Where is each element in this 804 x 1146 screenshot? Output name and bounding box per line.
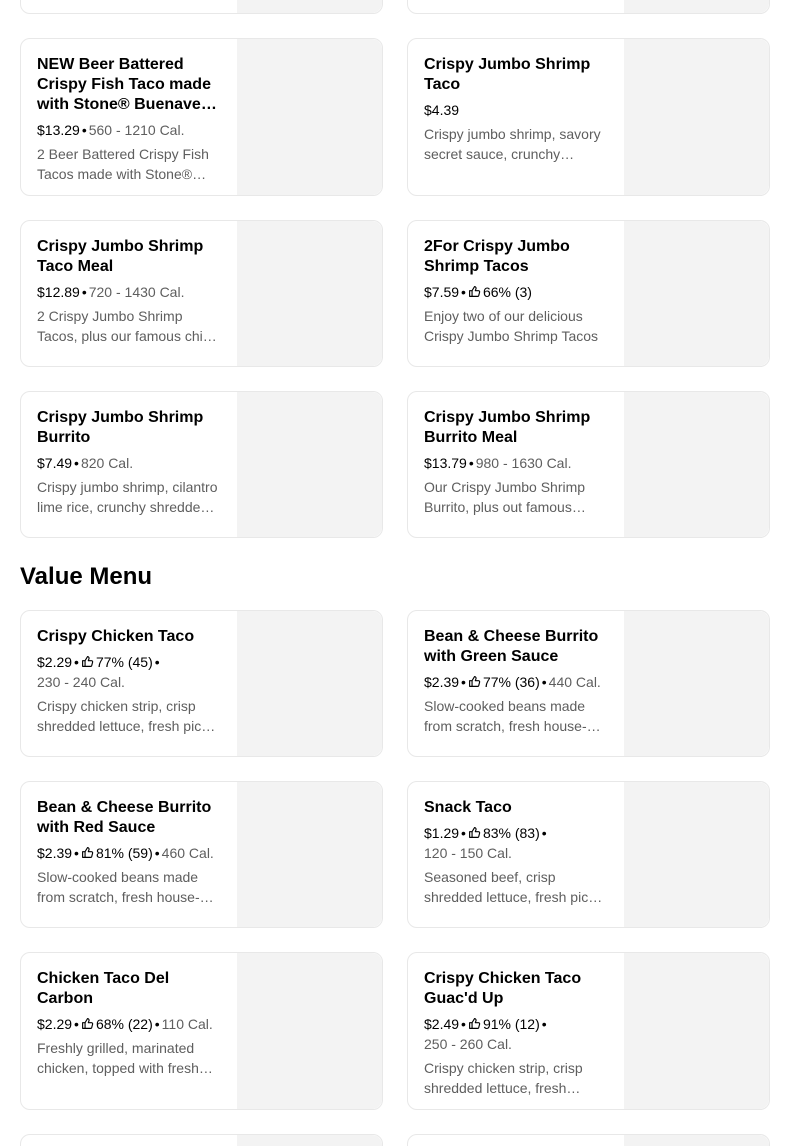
menu-item-description: Freshly grilled, marinated chicken, topped with fresh bbox=[37, 1040, 199, 1076]
menu-item-description: 2 Crispy Jumbo Shrimp Tacos, plus our famous chips bbox=[37, 308, 218, 344]
menu-item-rating: 66% (3) bbox=[482, 284, 532, 300]
menu-item-price: $4.39 bbox=[424, 102, 460, 118]
menu-item-meta bbox=[37, 282, 221, 302]
separator-dot: • bbox=[461, 674, 466, 690]
menu-item-calories: 720 - 1430 Cal. bbox=[88, 284, 185, 300]
menu-item-rating: 77% (45) bbox=[95, 654, 153, 670]
menu-item-title: Crispy Jumbo Shrimp Taco Meal bbox=[37, 238, 204, 275]
thumbs-up-icon bbox=[81, 1017, 94, 1030]
menu-item-title: Snack Taco bbox=[424, 799, 512, 816]
menu-item-calories: 460 Cal. bbox=[161, 845, 214, 861]
section-title-value-menu: Value Menu bbox=[20, 563, 153, 590]
menu-item-price: $2.39 bbox=[37, 845, 73, 861]
menu-item-card-partial-top-left[interactable] bbox=[20, 0, 383, 14]
menu-item-image bbox=[237, 953, 382, 1109]
menu-item-meta bbox=[424, 453, 608, 473]
menu-item-card[interactable] bbox=[20, 781, 383, 928]
menu-item-meta bbox=[37, 652, 221, 692]
menu-item-title: Bean & Cheese Burrito with Green Sauce bbox=[424, 628, 599, 665]
menu-item-title: Crispy Jumbo Shrimp Burrito Meal bbox=[424, 409, 591, 446]
separator-dot: • bbox=[468, 455, 474, 471]
menu-item-title: Bean & Cheese Burrito with Red Sauce bbox=[37, 799, 212, 836]
menu-item-image bbox=[237, 611, 382, 756]
menu-item-price: $12.89 bbox=[37, 284, 80, 300]
menu-item-image bbox=[624, 392, 769, 537]
menu-item-price: $2.29 bbox=[37, 654, 73, 670]
menu-item-calories: 230 - 240 Cal. bbox=[37, 674, 125, 690]
separator-dot: • bbox=[74, 845, 79, 861]
menu-item-image bbox=[624, 0, 769, 13]
menu-item-card[interactable] bbox=[407, 220, 770, 367]
thumbs-up-icon bbox=[468, 826, 481, 839]
menu-item-image bbox=[237, 0, 382, 13]
menu-item-price: $7.49 bbox=[37, 455, 73, 471]
menu-item-calories: 980 - 1630 Cal. bbox=[475, 455, 572, 471]
menu-item-title: Chicken Taco Del Carbon bbox=[37, 970, 170, 1007]
menu-item-description: Slow-cooked beans made from scratch, fresh house- bbox=[37, 869, 200, 905]
menu-item-meta bbox=[37, 453, 221, 473]
menu-item-title: NEW Beer Battered Crispy Fish Taco made with Stone® Buenaveza bbox=[37, 56, 218, 113]
separator-dot: • bbox=[81, 122, 87, 138]
menu-item-card-partial-bottom-right[interactable] bbox=[407, 1134, 770, 1146]
thumbs-up-icon bbox=[468, 1017, 481, 1030]
menu-item-rating: 91% (12) bbox=[482, 1016, 540, 1032]
menu-item-card[interactable] bbox=[407, 391, 770, 538]
separator-dot: • bbox=[81, 284, 87, 300]
separator-dot: • bbox=[154, 845, 160, 861]
menu-item-card-partial-top-right[interactable] bbox=[407, 0, 770, 14]
separator-dot: • bbox=[154, 1016, 160, 1032]
menu-item-description: Crispy chicken strip, crisp shredded lettuce, fresh bbox=[424, 1060, 583, 1096]
menu-item-description: Slow-cooked beans made from scratch, fresh house- bbox=[424, 698, 587, 734]
menu-item-title: Crispy Jumbo Shrimp Taco bbox=[424, 56, 591, 93]
thumbs-up-icon bbox=[468, 285, 481, 298]
separator-dot: • bbox=[74, 1016, 79, 1032]
menu-item-price: $2.49 bbox=[424, 1016, 460, 1032]
menu-item-rating: 81% (59) bbox=[95, 845, 153, 861]
menu-item-image bbox=[237, 782, 382, 927]
menu-item-description: 2 Beer Battered Crispy Fish Tacos made with Stone® bbox=[37, 146, 209, 182]
menu-item-calories: 120 - 150 Cal. bbox=[424, 845, 512, 861]
menu-item-meta bbox=[37, 843, 221, 863]
separator-dot: • bbox=[541, 674, 547, 690]
menu-item-card-partial-bottom-left[interactable] bbox=[20, 1134, 383, 1146]
menu-item-card[interactable] bbox=[20, 952, 383, 1110]
thumbs-up-icon bbox=[81, 846, 94, 859]
menu-item-calories: 560 - 1210 Cal. bbox=[88, 122, 185, 138]
menu-item-card[interactable] bbox=[20, 38, 383, 196]
thumbs-up-icon bbox=[468, 675, 481, 688]
menu-item-description: Our Crispy Jumbo Shrimp Burrito, plus out famous bbox=[424, 479, 586, 515]
separator-dot: • bbox=[74, 654, 79, 670]
separator-dot: • bbox=[461, 1016, 466, 1032]
separator-dot: • bbox=[74, 455, 79, 471]
menu-item-price: $13.29 bbox=[37, 122, 80, 138]
menu-item-meta bbox=[37, 120, 221, 140]
menu-item-rating: 83% (83) bbox=[482, 825, 540, 841]
separator-dot: • bbox=[541, 825, 547, 841]
menu-item-title: Crispy Chicken Taco bbox=[37, 628, 195, 645]
menu-item-meta bbox=[424, 100, 608, 120]
menu-item-title: 2For Crispy Jumbo Shrimp Tacos bbox=[424, 238, 570, 275]
menu-item-price: $7.59 bbox=[424, 284, 460, 300]
menu-item-calories: 110 Cal. bbox=[161, 1016, 213, 1032]
separator-dot: • bbox=[461, 284, 466, 300]
menu-item-image bbox=[237, 1135, 382, 1146]
menu-item-description: Crispy jumbo shrimp, savory secret sauce, crunchy bbox=[424, 126, 601, 162]
separator-dot: • bbox=[154, 654, 160, 670]
menu-item-price: $2.39 bbox=[424, 674, 460, 690]
menu-item-image bbox=[624, 782, 769, 927]
thumbs-up-icon bbox=[81, 655, 94, 668]
menu-item-price: $1.29 bbox=[424, 825, 460, 841]
menu-item-card[interactable] bbox=[20, 610, 383, 757]
menu-item-description: Enjoy two of our delicious Crispy Jumbo Shrimp Tacos bbox=[424, 308, 599, 344]
menu-item-card[interactable] bbox=[20, 220, 383, 367]
separator-dot: • bbox=[541, 1016, 547, 1032]
menu-item-calories: 820 Cal. bbox=[80, 455, 134, 471]
menu-item-price: $2.29 bbox=[37, 1016, 73, 1032]
menu-item-image bbox=[624, 953, 769, 1109]
menu-item-card[interactable] bbox=[20, 391, 383, 538]
menu-item-card[interactable] bbox=[407, 952, 770, 1110]
separator-dot: • bbox=[461, 825, 466, 841]
menu-item-image bbox=[624, 1135, 769, 1146]
menu-item-image bbox=[237, 221, 382, 366]
menu-item-title: Crispy Chicken Taco Guac'd Up bbox=[424, 970, 582, 1007]
menu-item-image bbox=[624, 221, 769, 366]
menu-item-calories: 440 Cal. bbox=[548, 674, 601, 690]
menu-item-rating: 77% (36) bbox=[482, 674, 540, 690]
menu-item-meta bbox=[424, 1014, 608, 1054]
menu-item-meta bbox=[424, 672, 608, 692]
menu-item-description: Crispy jumbo shrimp, cilantro lime rice, crunchy shredded bbox=[37, 479, 218, 515]
menu-item-title: Crispy Jumbo Shrimp Burrito bbox=[37, 409, 204, 446]
menu-item-meta bbox=[424, 823, 608, 863]
menu-item-card[interactable] bbox=[407, 781, 770, 928]
menu-item-description: Crispy chicken strip, crisp shredded lettuce, fresh pico bbox=[37, 698, 209, 734]
menu-item-description: Seasoned beef, crisp shredded lettuce, fresh pico bbox=[424, 869, 596, 905]
menu-item-meta bbox=[424, 282, 608, 302]
menu-item-card[interactable] bbox=[407, 610, 770, 757]
menu-item-image bbox=[624, 39, 769, 195]
menu-item-meta bbox=[37, 1014, 221, 1034]
menu-item-calories: 250 - 260 Cal. bbox=[424, 1036, 512, 1052]
menu-item-image bbox=[237, 392, 382, 537]
menu-item-image bbox=[237, 39, 382, 195]
menu-item-price: $13.79 bbox=[424, 455, 467, 471]
menu-item-rating: 68% (22) bbox=[95, 1016, 153, 1032]
menu-item-card[interactable] bbox=[407, 38, 770, 196]
menu-item-image bbox=[624, 611, 769, 756]
